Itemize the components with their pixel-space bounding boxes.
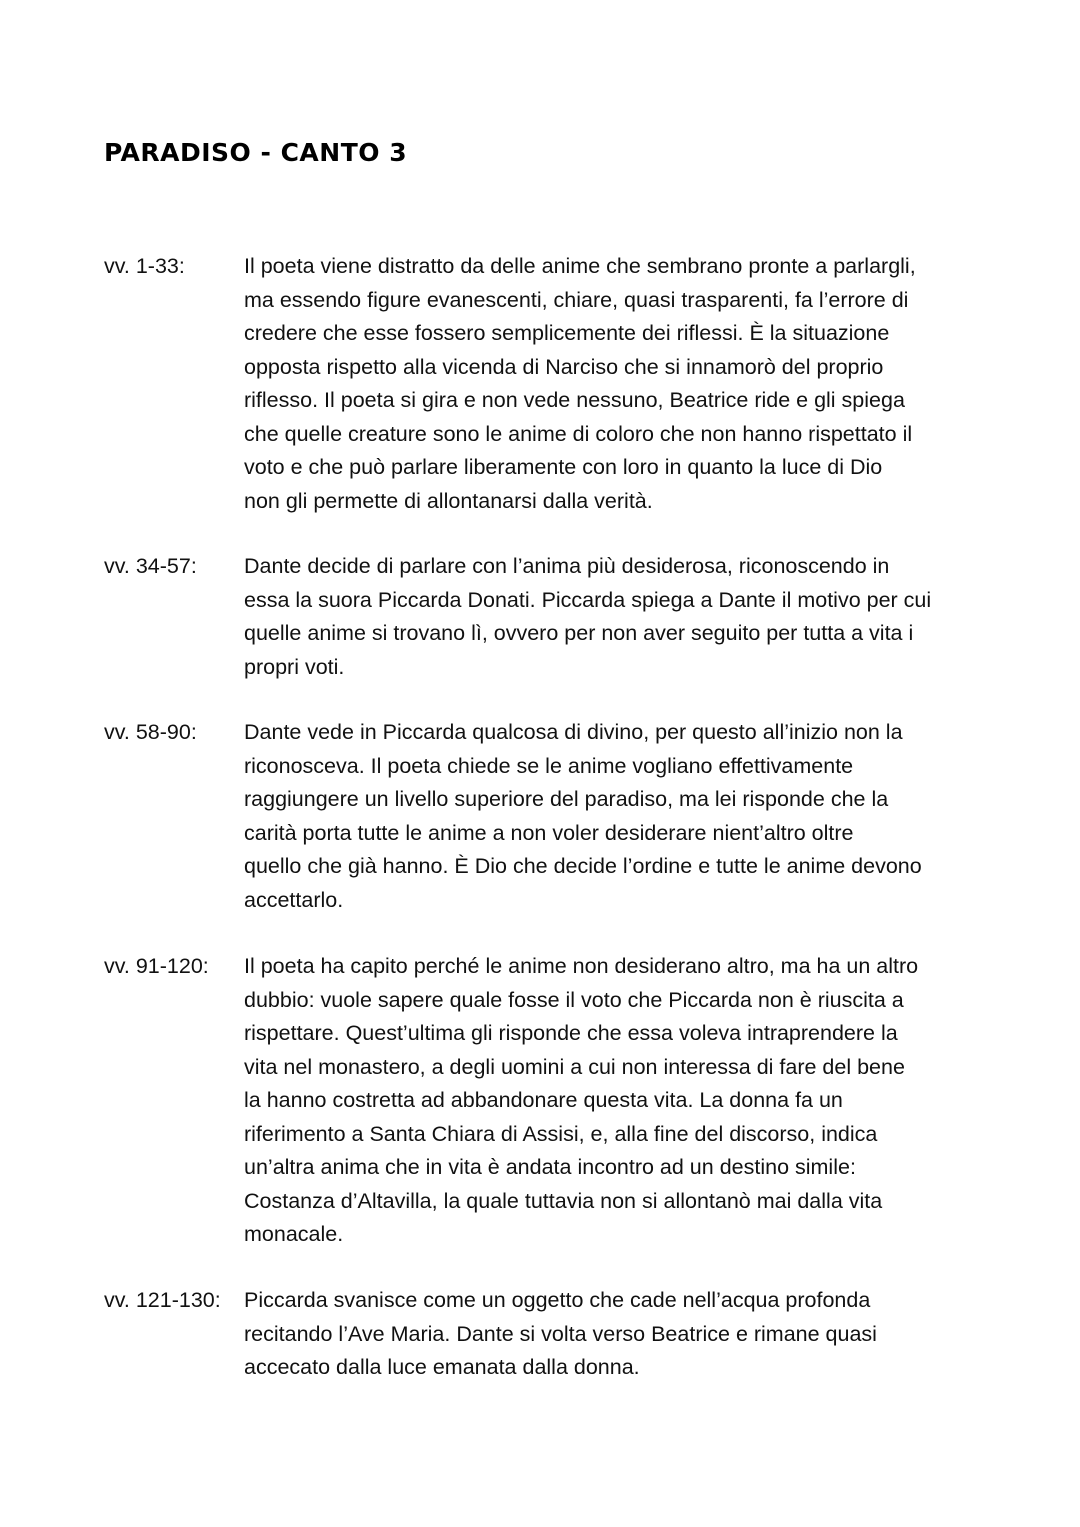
verse-range-label: vv. 1-33: bbox=[104, 254, 185, 278]
text-line: riflesso. Il poeta si gira e non vede nessuno, Beatrice ride e gli spiega bbox=[244, 388, 905, 412]
text-line: non gli permette di allontanarsi dalla verità. bbox=[244, 488, 653, 513]
verse-summary bbox=[244, 550, 980, 684]
text-line: riferimento a Santa Chiara di Assisi, e, alla fine del discorso, indica bbox=[244, 1121, 878, 1146]
verse-summary bbox=[244, 250, 980, 518]
text-line: riconosceva. Il poeta chiede se le anime vogliano effettivamente bbox=[244, 753, 854, 778]
text-line: Piccarda svanisce come un oggetto che cade nell’acqua profonda bbox=[244, 1288, 871, 1312]
text-line: propri voti. bbox=[244, 654, 345, 679]
verse-summary bbox=[244, 950, 980, 1252]
text-line: Il poeta viene distratto da delle anime che sembrano pronte a parlargli, bbox=[244, 254, 916, 278]
text-line: Dante decide di parlare con l’anima più desiderosa, riconoscendo in bbox=[244, 554, 890, 578]
text-line: monacale. bbox=[244, 1222, 344, 1246]
text-line: rispettare. Quest’ultima gli risponde che essa voleva intraprendere la bbox=[244, 1021, 898, 1045]
text-line: credere che esse fossero semplicemente dei riflessi. È la situazione bbox=[244, 321, 890, 345]
text-line: essa la suora Piccarda Donati. Piccarda spiega a Dante il motivo per cui bbox=[244, 587, 932, 612]
text-line: opposta rispetto alla vicenda di Narciso che si innamorò del proprio bbox=[244, 354, 884, 379]
text-line: voto e che può parlare liberamente con loro in quanto la luce di Dio bbox=[244, 455, 883, 479]
text-line: Costanza d’Altavilla, la quale tuttavia non si allontanò mai dalla vita bbox=[244, 1188, 883, 1213]
text-line: ma essendo figure evanescenti, chiare, quasi trasparenti, fa l’errore di bbox=[244, 287, 909, 312]
text-line: accecato dalla luce emanata dalla donna. bbox=[244, 1355, 640, 1379]
verse-summary bbox=[244, 1284, 980, 1385]
text-line: raggiungere un livello superiore del paradiso, ma lei risponde che la bbox=[244, 787, 889, 811]
verse-summary bbox=[244, 716, 980, 917]
verse-range-label: vv. 91-120: bbox=[104, 954, 209, 978]
text-line: accettarlo. bbox=[244, 887, 344, 912]
page-title: PARADISO - CANTO 3 bbox=[104, 138, 408, 167]
text-line: quello che già hanno. È Dio che decide l’ordine e tutte le anime devono bbox=[244, 854, 922, 878]
text-line: dubbio: vuole sapere quale fosse il voto che Piccarda non è riuscita a bbox=[244, 987, 904, 1012]
verse-range-label: vv. 34-57: bbox=[104, 554, 197, 578]
verse-range-label: vv. 58-90: bbox=[104, 720, 197, 744]
text-line: Dante vede in Piccarda qualcosa di divino, per questo all’inizio non la bbox=[244, 720, 903, 744]
text-line: quelle anime si trovano lì, ovvero per non aver seguito per tutta a vita i bbox=[244, 621, 914, 645]
text-line: recitando l’Ave Maria. Dante si volta verso Beatrice e rimane quasi bbox=[244, 1321, 877, 1346]
text-line: Il poeta ha capito perché le anime non desiderano altro, ma ha un altro bbox=[244, 954, 919, 978]
verse-range-label: vv. 121-130: bbox=[104, 1288, 221, 1312]
text-line: che quelle creature sono le anime di coloro che non hanno rispettato il bbox=[244, 421, 913, 446]
text-line: la hanno costretta ad abbandonare questa vita. La donna fa un bbox=[244, 1088, 843, 1112]
text-line: carità porta tutte le anime a non voler desiderare nient’altro oltre bbox=[244, 820, 854, 845]
text-line: vita nel monastero, a degli uomini a cui non interessa di fare del bene bbox=[244, 1054, 905, 1079]
text-line: un’altra anima che in vita è andata incontro ad un destino simile: bbox=[244, 1155, 856, 1179]
